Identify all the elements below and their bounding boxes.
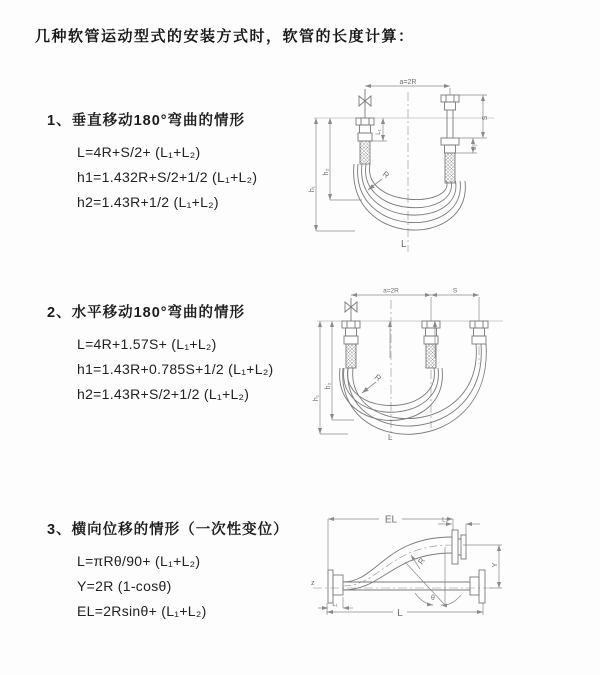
section-3-formulas — [77, 549, 317, 624]
section-horizontal-180 — [47, 304, 317, 407]
d3-left-flange — [328, 570, 343, 603]
dim-label-y: Y — [490, 562, 499, 568]
valve-icon — [359, 89, 371, 118]
diagram-vertical-180 — [308, 74, 513, 262]
d3-straight-pipe — [343, 582, 470, 590]
dim-label-l2: L₂ — [442, 517, 448, 524]
d1-right-connector — [441, 95, 459, 183]
formula-length: L=4R+1.57S+ (L₁+L₂) — [77, 336, 217, 352]
section-1-heading: 1、垂直移动180°弯曲的情形 — [47, 113, 246, 129]
d3-theta-arrows — [415, 593, 461, 605]
formula-length: L=πRθ/90+ (L₁+L₂) — [77, 553, 201, 569]
section-vertical-180 — [47, 112, 317, 215]
radius-label: R — [372, 372, 383, 384]
page-title: 几种软管运动型式的安装方式时，软管的长度计算： — [35, 28, 415, 45]
d2-hose-arcs — [340, 344, 487, 434]
d2-middle-connector — [422, 321, 440, 368]
radius-leader-line — [368, 179, 382, 190]
formula-el: EL=2Rsinθ+ (L₁+L₂) — [77, 603, 207, 619]
dim-label-s: S — [452, 287, 458, 295]
dim-label-h1: h₁ — [313, 394, 320, 402]
dim-label-l2: L₂ — [472, 144, 478, 150]
d2-left-connector — [342, 321, 360, 368]
diagram-lateral-displacement — [303, 505, 513, 655]
formula-h1: h1=1.43R+0.785S+1/2 (L₁+L₂) — [77, 361, 274, 377]
formula-h2: h2=1.43R+1/2 (L₁+L₂) — [77, 194, 219, 210]
dim-label-h1: h₁ — [309, 185, 316, 193]
radius-leader-line — [362, 382, 376, 393]
formula-h1: h1=1.432R+S/2+1/2 (L₁+L₂) — [77, 169, 258, 185]
centerline-break-mark: z — [311, 580, 315, 587]
formula-y: Y=2R (1-cosθ) — [77, 578, 172, 594]
valve-icon — [345, 298, 357, 321]
radius-label: R — [416, 556, 427, 567]
dim-label-l: L — [388, 433, 393, 442]
theta-label: θ — [431, 595, 435, 602]
dim-label-a2r: a=2R — [383, 287, 399, 295]
d1-dimension-lines — [316, 86, 487, 231]
dim-label-l1: L₁ — [376, 129, 382, 135]
dim-label-h2: h₂ — [325, 382, 332, 390]
dim-label-s: S — [482, 115, 489, 121]
formula-h2: h2=1.43R+S/2+1/2 (L₁+L₂) — [77, 386, 250, 402]
d2-right-connector — [470, 321, 488, 344]
dim-label-l: L — [401, 239, 407, 250]
section-1-formulas — [77, 140, 317, 215]
d3-upper-right-flange — [452, 530, 466, 564]
d1-left-connector — [356, 118, 374, 164]
radius-label: R — [380, 169, 391, 181]
formula-length: L=4R+S/2+ (L₁+L₂) — [77, 144, 201, 160]
d3-lower-right-flange — [470, 570, 485, 603]
section-lateral-displacement — [47, 521, 317, 624]
section-3-heading: 3、横向位移的情形（一次性变位） — [47, 522, 289, 538]
dim-label-l1: L₁ — [332, 602, 338, 608]
diagram-horizontal-180 — [310, 286, 515, 448]
dim-label-a2r: a=2R — [399, 79, 417, 86]
d3-radius-construction — [405, 547, 445, 604]
dim-label-h2: h₂ — [323, 168, 330, 176]
section-2-formulas — [77, 332, 317, 407]
d2-dimension-lines — [320, 295, 479, 434]
dim-label-el: EL — [384, 514, 398, 526]
dim-label-l: L — [397, 608, 403, 619]
section-2-heading: 2、水平移动180°弯曲的情形 — [47, 305, 246, 321]
